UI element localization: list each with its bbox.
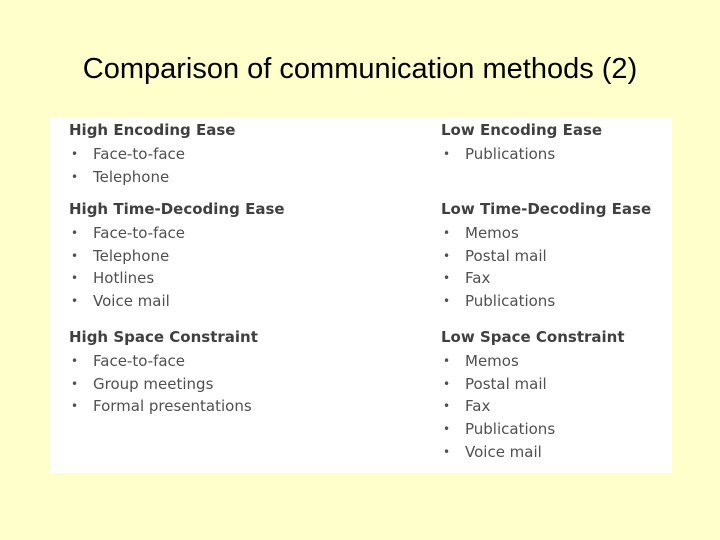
list-item-label: Telephone xyxy=(93,167,170,186)
list-item xyxy=(441,143,666,166)
section-list xyxy=(69,143,419,188)
list-item xyxy=(69,350,419,373)
list-item xyxy=(69,245,419,268)
list-item xyxy=(441,395,666,418)
list-item-label: Postal mail xyxy=(465,374,547,393)
bullet-icon: • xyxy=(71,169,79,184)
section-low-time-decoding xyxy=(441,196,666,313)
list-item-label: Face-to-face xyxy=(93,224,186,242)
list-item-label: Publications xyxy=(465,420,556,439)
bullet-icon: • xyxy=(71,248,79,263)
section-heading: Low Time-Decoding Ease xyxy=(441,200,652,218)
bullet-icon: • xyxy=(443,226,451,240)
section-heading: High Encoding Ease xyxy=(69,121,236,139)
bullet-icon: • xyxy=(71,294,79,309)
section-low-encoding xyxy=(441,117,666,166)
section-low-space xyxy=(441,324,666,463)
section-list xyxy=(69,350,419,418)
list-item xyxy=(441,350,666,373)
list-item xyxy=(69,395,419,418)
bullet-icon: • xyxy=(71,376,79,391)
list-item-label: Publications xyxy=(465,145,556,163)
comparison-panel xyxy=(49,117,672,473)
section-high-encoding xyxy=(69,117,419,188)
bullet-icon: • xyxy=(443,399,451,414)
list-item xyxy=(69,166,419,189)
section-list xyxy=(441,143,666,166)
section-heading: Low Space Constraint xyxy=(441,328,625,346)
list-item-label: Publications xyxy=(465,292,556,311)
section-list xyxy=(69,222,419,313)
list-item-label: Formal presentations xyxy=(93,397,252,416)
section-heading: Low Encoding Ease xyxy=(441,121,603,139)
bullet-icon: • xyxy=(71,399,79,414)
list-item xyxy=(69,267,419,290)
section-list xyxy=(441,350,666,463)
bullet-icon: • xyxy=(71,226,79,240)
list-item-label: Fax xyxy=(465,269,491,288)
list-item-label: Face-to-face xyxy=(93,145,186,163)
list-item-label: Memos xyxy=(465,352,519,370)
section-high-space xyxy=(69,324,419,418)
section-list xyxy=(441,222,666,313)
list-item xyxy=(441,441,666,464)
list-item xyxy=(69,290,419,313)
list-item xyxy=(441,222,666,245)
bullet-icon: • xyxy=(443,422,451,437)
list-item xyxy=(441,290,666,313)
section-high-time-decoding xyxy=(69,196,419,313)
bullet-icon: • xyxy=(443,147,451,161)
section-heading: High Time-Decoding Ease xyxy=(69,200,285,218)
list-item xyxy=(441,245,666,268)
list-item-label: Telephone xyxy=(93,246,170,265)
list-item-label: Memos xyxy=(465,224,519,242)
bullet-icon: • xyxy=(443,376,451,391)
list-item-label: Hotlines xyxy=(93,269,155,288)
bullet-icon: • xyxy=(443,294,451,309)
bullet-icon: • xyxy=(443,271,451,286)
section-heading: High Space Constraint xyxy=(69,328,258,346)
bullet-icon: • xyxy=(443,444,451,459)
list-item xyxy=(69,143,419,166)
list-item-label: Postal mail xyxy=(465,246,547,265)
list-item xyxy=(441,418,666,441)
bullet-icon: • xyxy=(71,354,79,368)
list-item-label: Voice mail xyxy=(93,292,170,311)
bullet-icon: • xyxy=(71,147,79,161)
list-item xyxy=(441,373,666,396)
slide-title: Comparison of communication methods (2) xyxy=(82,53,638,85)
list-item-label: Voice mail xyxy=(465,442,542,461)
list-item xyxy=(441,267,666,290)
bullet-icon: • xyxy=(443,354,451,368)
bullet-icon: • xyxy=(71,271,79,286)
list-item xyxy=(69,222,419,245)
list-item-label: Fax xyxy=(465,397,491,416)
list-item-label: Group meetings xyxy=(93,374,214,393)
bullet-icon: • xyxy=(443,248,451,263)
list-item xyxy=(69,373,419,396)
list-item-label: Face-to-face xyxy=(93,352,186,370)
